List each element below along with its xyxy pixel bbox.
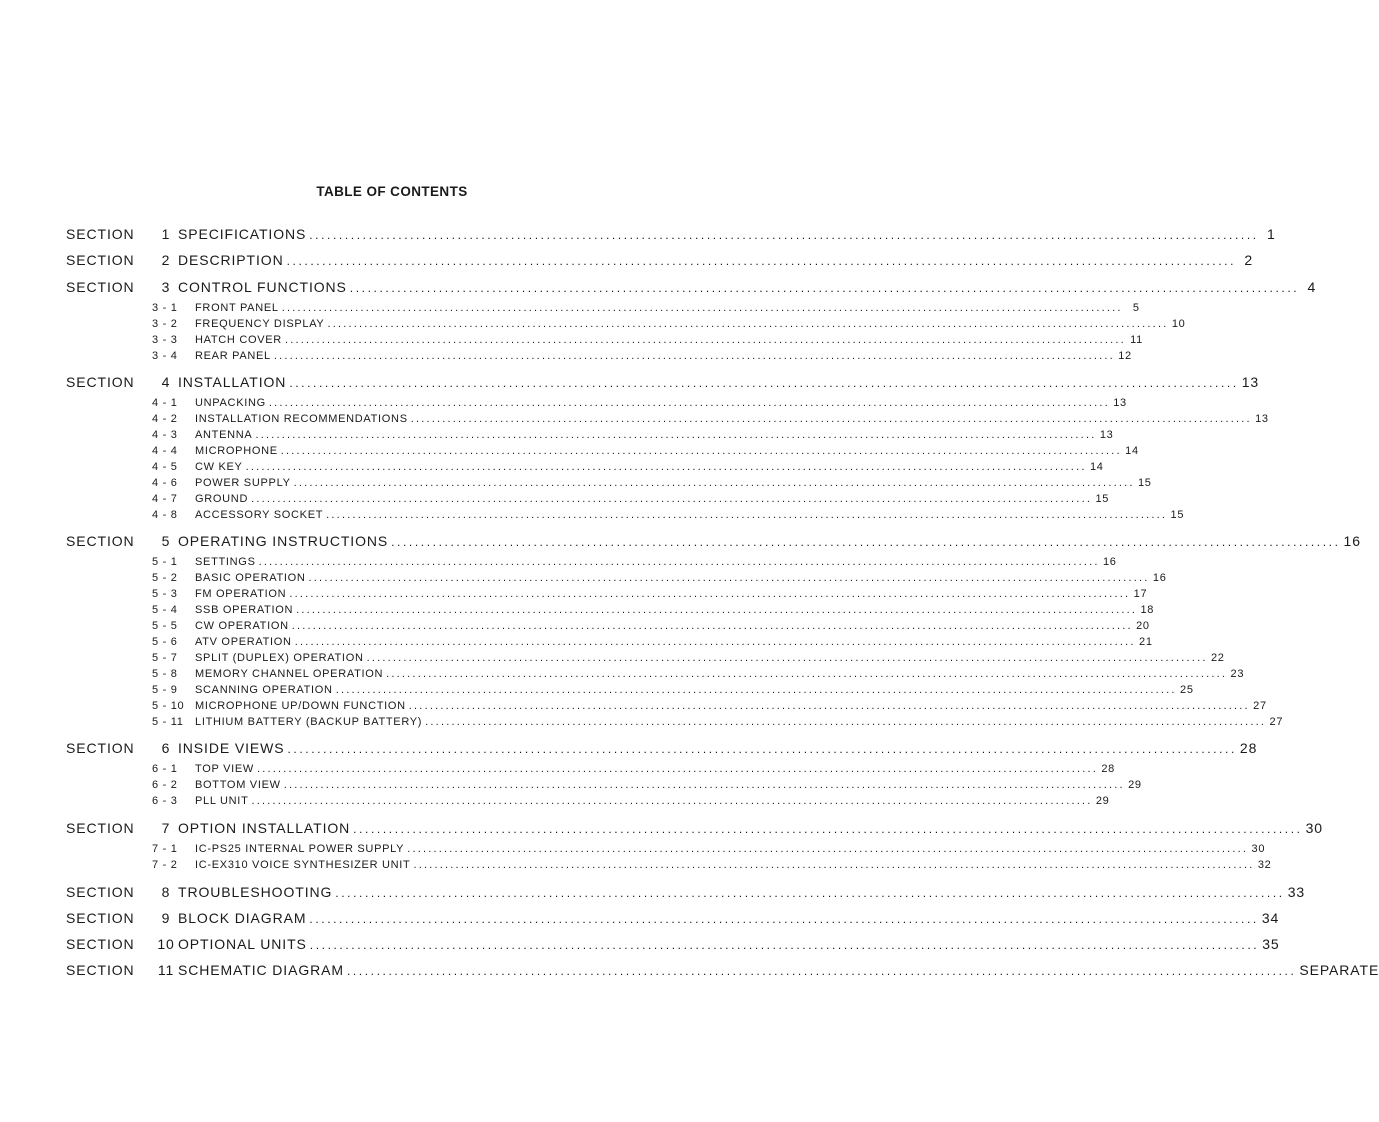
subsection-number: 3 - 2: [152, 318, 178, 330]
section-label: SECTION: [66, 279, 135, 295]
subsection-entry: [152, 604, 1155, 616]
subsection-number: 5 - 8: [152, 668, 178, 680]
dot-leader: ................................................................................................................................................................: [308, 572, 1150, 584]
entry-title: INSIDE VIEWS: [178, 740, 285, 756]
page-number: 13: [1241, 374, 1260, 390]
page-number: 15: [1137, 477, 1152, 489]
entry-title: INSTALLATION: [178, 374, 287, 390]
entry-title: SSB OPERATION: [195, 604, 294, 616]
subsection-entry: [152, 509, 1185, 521]
dot-leader: ................................................................................................................................................................: [309, 938, 1260, 952]
page-number: 4: [1307, 279, 1317, 295]
subsection-entry: [152, 318, 1186, 330]
dot-leader: ................................................................................................................................................................: [258, 556, 1100, 568]
section-label: SECTION: [66, 962, 135, 978]
entry-title: POWER SUPPLY: [195, 477, 291, 489]
entry-title: IC-EX310 VOICE SYNTHESIZER UNIT: [195, 859, 411, 871]
subsection-entry: [152, 350, 1132, 362]
subsection-entry: [152, 684, 1194, 696]
subsection-entry: [152, 795, 1110, 807]
page-number: 27: [1253, 700, 1267, 712]
entry-title: SPECIFICATIONS: [178, 226, 307, 242]
entry-title: PLL UNIT: [195, 795, 249, 807]
dot-leader: ................................................................................................................................................................: [391, 535, 1341, 549]
page-number: 29: [1128, 779, 1142, 791]
dot-leader: ................................................................................................................................................................: [251, 795, 1093, 807]
page-number: 21: [1139, 636, 1153, 648]
entry-title: UNPACKING: [195, 397, 266, 409]
subsection-number: 4 - 3: [152, 429, 178, 441]
entry-title: SPLIT (DUPLEX) OPERATION: [195, 652, 364, 664]
section-entry: [66, 374, 1260, 390]
section-number: 2: [161, 252, 171, 268]
subsection-number: 5 - 10: [152, 700, 185, 712]
entry-title: OPERATING INSTRUCTIONS: [178, 533, 389, 549]
page-number: 23: [1230, 668, 1245, 680]
subsection-number: 7 - 1: [152, 843, 178, 855]
page-number: 25: [1180, 684, 1194, 696]
section-number: 10: [157, 936, 175, 952]
entry-title: OPTIONAL UNITS: [178, 936, 307, 952]
dot-leader: ................................................................................................................................................................: [326, 509, 1168, 521]
dot-leader: ................................................................................................................................................................: [289, 376, 1239, 390]
page-number: 14: [1089, 461, 1104, 473]
entry-title: CW KEY: [195, 461, 243, 473]
entry-title: FRONT PANEL: [195, 302, 279, 314]
section-label: SECTION: [66, 884, 135, 900]
dot-leader: ................................................................................................................................................................: [349, 281, 1300, 295]
entry-title: SETTINGS: [195, 556, 256, 568]
entry-title: DESCRIPTION: [178, 252, 284, 268]
dot-leader: ................................................................................................................................................................: [335, 886, 1285, 900]
page-number: 16: [1102, 556, 1117, 568]
section-label: SECTION: [66, 226, 135, 242]
subsection-number: 5 - 7: [152, 652, 178, 664]
subsection-entry: [152, 588, 1148, 600]
subsection-number: 4 - 8: [152, 509, 178, 521]
page-number: 17: [1133, 588, 1148, 600]
subsection-number: 5 - 11: [152, 716, 184, 728]
page-number: 28: [1101, 763, 1115, 775]
section-number: 4: [161, 374, 171, 390]
entry-title: MICROPHONE UP/DOWN FUNCTION: [195, 700, 406, 712]
page-number: 13: [1099, 429, 1114, 441]
section-label: SECTION: [66, 820, 135, 836]
subsection-entry: [152, 636, 1153, 648]
subsection-entry: [152, 700, 1267, 712]
entry-title: BLOCK DIAGRAM: [178, 910, 307, 926]
section-entry: [66, 533, 1361, 549]
subsection-number: 3 - 3: [152, 334, 178, 346]
dot-leader: ................................................................................................................................................................: [291, 620, 1133, 632]
subsection-entry: [152, 779, 1142, 791]
subsection-entry: [152, 859, 1272, 871]
subsection-number: 5 - 9: [152, 684, 178, 696]
page-number: 33: [1287, 884, 1306, 900]
dot-leader: ................................................................................................................................................................: [309, 228, 1259, 242]
entry-title: INSTALLATION RECOMMENDATIONS: [195, 413, 408, 425]
entry-title: MICROPHONE: [195, 445, 278, 457]
subsection-number: 4 - 5: [152, 461, 178, 473]
entry-title: CONTROL FUNCTIONS: [178, 279, 347, 295]
subsection-number: 3 - 4: [152, 350, 178, 362]
subsection-entry: [152, 334, 1143, 346]
subsection-number: 5 - 4: [152, 604, 178, 616]
subsection-number: 4 - 4: [152, 445, 178, 457]
page-number: 12: [1118, 350, 1132, 362]
dot-leader: ................................................................................................................................................................: [425, 716, 1267, 728]
entry-title: SCANNING OPERATION: [195, 684, 333, 696]
dot-leader: ................................................................................................................................................................: [286, 254, 1237, 268]
subsection-entry: [152, 668, 1245, 680]
page-number: 20: [1136, 620, 1150, 632]
dot-leader: ................................................................................................................................................................: [251, 493, 1093, 505]
entry-title: GROUND: [195, 493, 249, 505]
page-number: 13: [1113, 397, 1127, 409]
entry-title: BASIC OPERATION: [195, 572, 306, 584]
dot-leader: ................................................................................................................................................................: [255, 429, 1097, 441]
dot-leader: ................................................................................................................................................................: [309, 912, 1259, 926]
section-entry: [66, 252, 1254, 268]
subsection-entry: [152, 413, 1269, 425]
page-number: 30: [1251, 843, 1266, 855]
section-entry: [66, 279, 1317, 295]
page-number: 1: [1267, 226, 1276, 242]
page-number: 34: [1261, 910, 1280, 926]
section-label: SECTION: [66, 374, 135, 390]
dot-leader: ................................................................................................................................................................: [283, 779, 1125, 791]
subsection-entry: [152, 556, 1117, 568]
subsection-entry: [152, 620, 1150, 632]
page-number: 27: [1269, 716, 1284, 728]
section-label: SECTION: [66, 740, 135, 756]
subsection-number: 3 - 1: [152, 302, 178, 314]
section-number: 9: [161, 910, 171, 926]
subsection-number: 5 - 3: [152, 588, 178, 600]
entry-title: FREQUENCY DISPLAY: [195, 318, 325, 330]
section-entry: [66, 936, 1280, 952]
section-entry: [66, 226, 1276, 242]
page-number: 28: [1239, 740, 1258, 756]
entry-title: FM OPERATION: [195, 588, 287, 600]
section-entry: [66, 820, 1323, 836]
dot-leader: ................................................................................................................................................................: [281, 302, 1123, 314]
subsection-entry: [152, 461, 1104, 473]
entry-title: HATCH COVER: [195, 334, 282, 346]
dot-leader: ................................................................................................................................................................: [296, 604, 1138, 616]
subsection-number: 5 - 6: [152, 636, 178, 648]
entry-title: TOP VIEW: [195, 763, 254, 775]
page-title: TABLE OF CONTENTS: [316, 184, 468, 199]
dot-leader: ................................................................................................................................................................: [280, 445, 1122, 457]
section-number: 6: [161, 740, 171, 756]
dot-leader: ................................................................................................................................................................: [410, 413, 1252, 425]
dot-leader: ................................................................................................................................................................: [256, 763, 1098, 775]
section-number: 8: [161, 884, 171, 900]
dot-leader: ................................................................................................................................................................: [294, 636, 1136, 648]
section-number: 1: [161, 226, 171, 242]
section-label: SECTION: [66, 252, 135, 268]
section-label: SECTION: [66, 533, 135, 549]
dot-leader: ................................................................................................................................................................: [335, 684, 1177, 696]
entry-title: TROUBLESHOOTING: [178, 884, 333, 900]
subsection-number: 4 - 1: [152, 397, 178, 409]
page-number: 16: [1343, 533, 1361, 549]
page-number: 29: [1095, 795, 1110, 807]
page-number: 15: [1095, 493, 1110, 505]
page-number: 16: [1152, 572, 1167, 584]
subsection-entry: [152, 716, 1284, 728]
page-number: 22: [1210, 652, 1225, 664]
subsection-number: 6 - 2: [152, 779, 178, 791]
page-number: 18: [1140, 604, 1155, 616]
subsection-number: 4 - 6: [152, 477, 178, 489]
entry-title: OPTION INSTALLATION: [178, 820, 351, 836]
subsection-entry: [152, 477, 1152, 489]
entry-title: BOTTOM VIEW: [195, 779, 281, 791]
subsection-number: 4 - 7: [152, 493, 178, 505]
subsection-entry: [152, 397, 1127, 409]
entry-title: ATV OPERATION: [195, 636, 292, 648]
page-number: SEPARATE: [1299, 962, 1379, 978]
entry-title: SCHEMATIC DIAGRAM: [178, 962, 344, 978]
section-number: 11: [157, 962, 175, 978]
page-number: 10: [1171, 318, 1186, 330]
dot-leader: ................................................................................................................................................................: [353, 822, 1303, 836]
page-number: 14: [1125, 445, 1139, 457]
dot-leader: ................................................................................................................................................................: [284, 334, 1126, 346]
dot-leader: ................................................................................................................................................................: [293, 477, 1135, 489]
page-number: 13: [1255, 413, 1269, 425]
dot-leader: ................................................................................................................................................................: [273, 350, 1115, 362]
dot-leader: ................................................................................................................................................................: [287, 742, 1237, 756]
section-entry: [66, 740, 1258, 756]
page-number: 2: [1244, 252, 1254, 268]
subsection-entry: [152, 302, 1140, 314]
section-label: SECTION: [66, 936, 135, 952]
dot-leader: ................................................................................................................................................................: [268, 397, 1110, 409]
dot-leader: ................................................................................................................................................................: [289, 588, 1131, 600]
entry-title: ANTENNA: [195, 429, 253, 441]
section-entry: [66, 884, 1306, 900]
dot-leader: ................................................................................................................................................................: [346, 964, 1297, 978]
section-number: 3: [161, 279, 171, 295]
dot-leader: ................................................................................................................................................................: [413, 859, 1255, 871]
entry-title: MEMORY CHANNEL OPERATION: [195, 668, 384, 680]
dot-leader: ................................................................................................................................................................: [366, 652, 1208, 664]
subsection-entry: [152, 445, 1139, 457]
page-number: 11: [1130, 334, 1143, 346]
entry-title: CW OPERATION: [195, 620, 289, 632]
entry-title: IC-PS25 INTERNAL POWER SUPPLY: [195, 843, 405, 855]
page-number: 15: [1170, 509, 1185, 521]
subsection-number: 6 - 1: [152, 763, 178, 775]
dot-leader: ................................................................................................................................................................: [245, 461, 1087, 473]
subsection-entry: [152, 493, 1110, 505]
dot-leader: ................................................................................................................................................................: [327, 318, 1169, 330]
dot-leader: ................................................................................................................................................................: [407, 843, 1249, 855]
page-number: 30: [1305, 820, 1323, 836]
section-entry: [66, 962, 1379, 978]
entry-title: ACCESSORY SOCKET: [195, 509, 324, 521]
subsection-number: 5 - 2: [152, 572, 178, 584]
section-label: SECTION: [66, 910, 135, 926]
section-number: 5: [161, 533, 171, 549]
entry-title: REAR PANEL: [195, 350, 271, 362]
page-number: 35: [1262, 936, 1280, 952]
subsection-number: 5 - 1: [152, 556, 178, 568]
subsection-number: 4 - 2: [152, 413, 178, 425]
subsection-entry: [152, 763, 1115, 775]
subsection-entry: [152, 652, 1225, 664]
section-number: 7: [161, 820, 171, 836]
section-entry: [66, 910, 1280, 926]
page-number: 32: [1257, 859, 1272, 871]
dot-leader: ................................................................................................................................................................: [386, 668, 1228, 680]
dot-leader: ................................................................................................................................................................: [408, 700, 1250, 712]
subsection-number: 6 - 3: [152, 795, 178, 807]
subsection-number: 5 - 5: [152, 620, 178, 632]
subsection-entry: [152, 429, 1114, 441]
entry-title: LITHIUM BATTERY (BACKUP BATTERY): [195, 716, 423, 728]
page-number: 5: [1132, 302, 1140, 314]
subsection-entry: [152, 843, 1266, 855]
subsection-number: 7 - 2: [152, 859, 178, 871]
subsection-entry: [152, 572, 1167, 584]
